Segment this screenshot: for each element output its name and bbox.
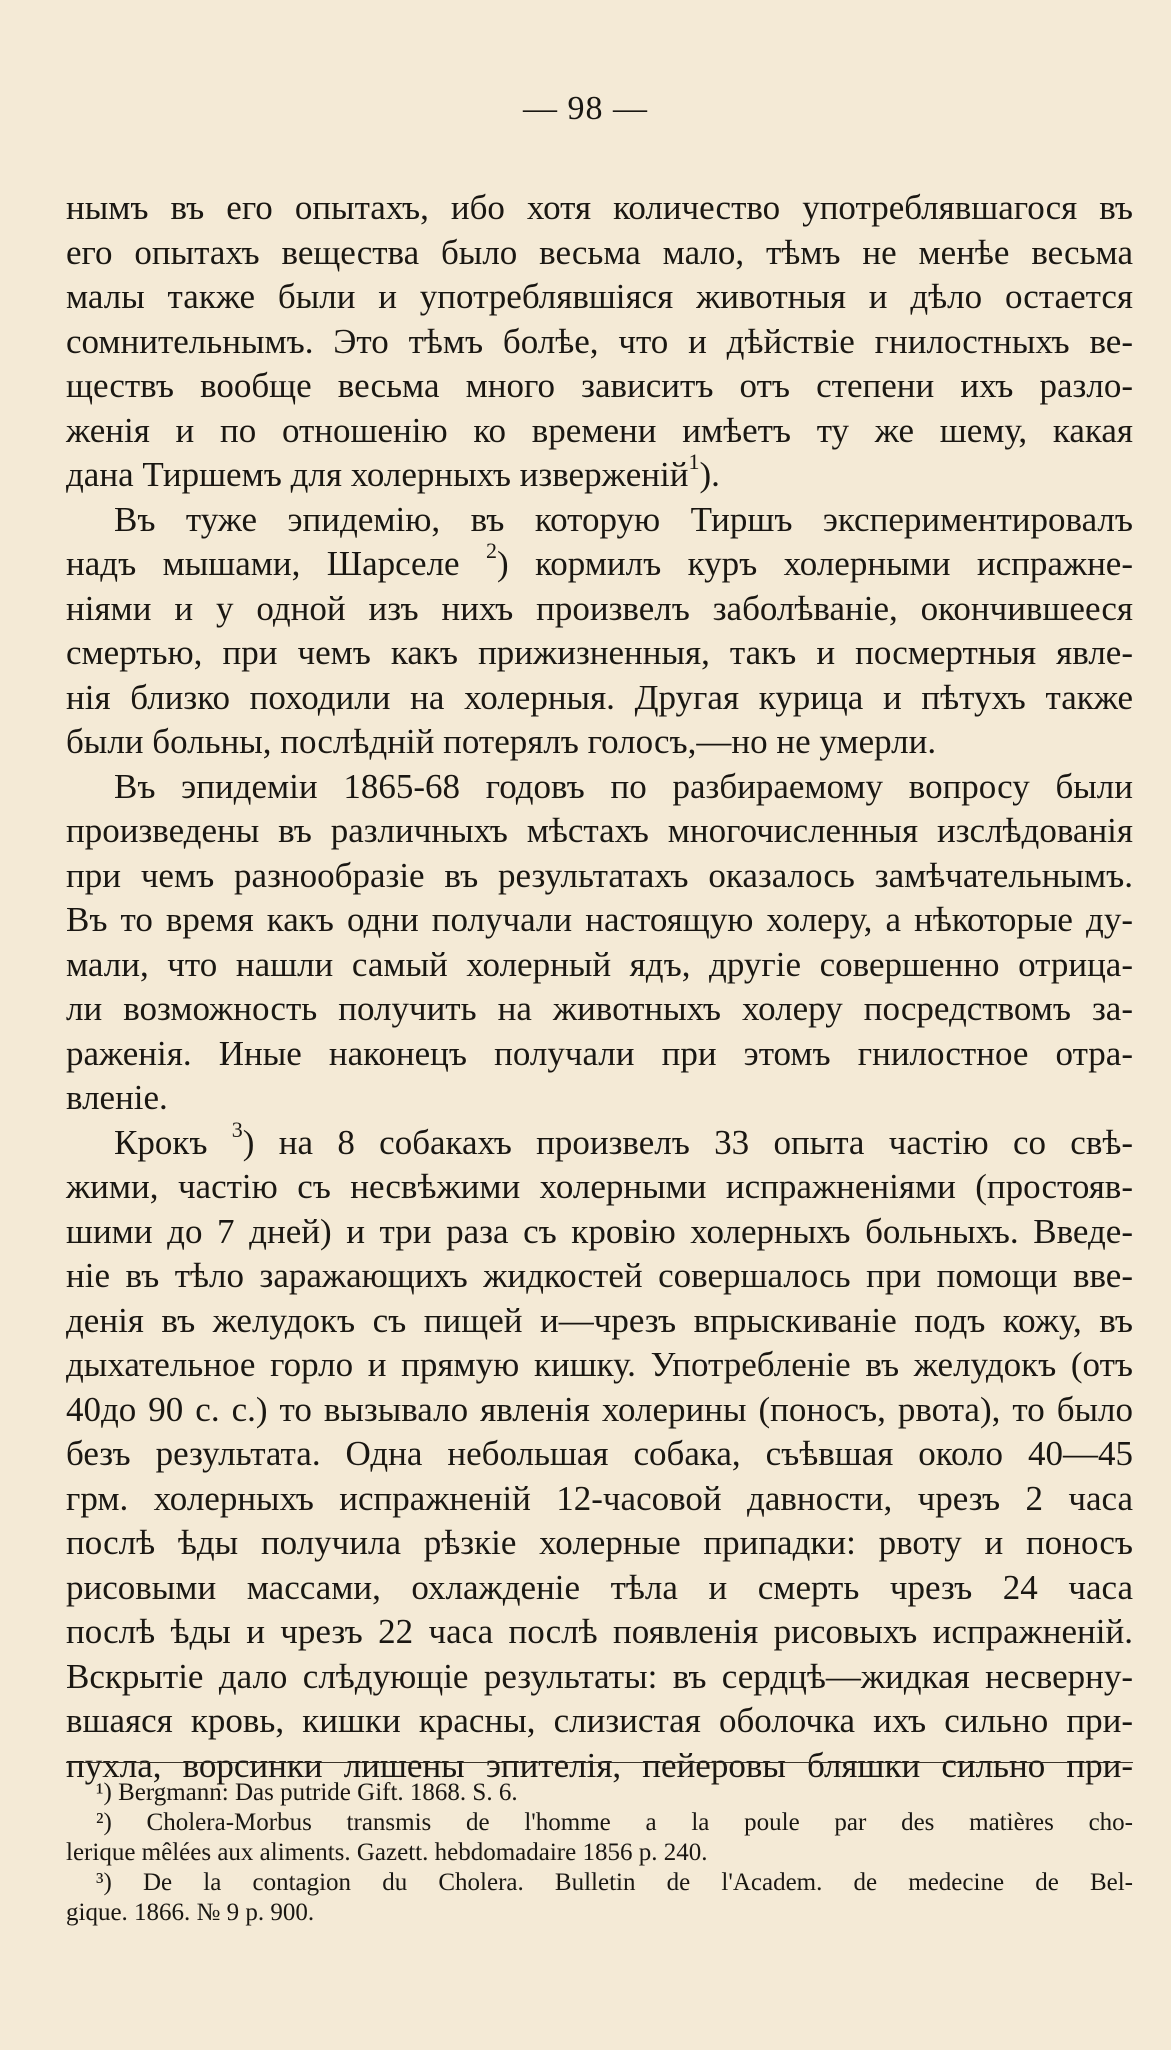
- text-fragment: дана Тиршемъ для холерныхъ извержeній: [66, 455, 689, 494]
- text-line: раженія. Иные наконецъ получали при этомъ гнилостное отра-: [66, 1033, 1133, 1073]
- footnote-divider: [66, 1762, 1133, 1763]
- text-line: произведены въ различныхъ мѣстахъ многочисленныя изслѣдованія: [66, 811, 1133, 850]
- footnote-line: lerique mêlées aux aliments. Gazett. hebdomadaire 1856 p. 240.: [66, 1839, 708, 1866]
- text-line: при чемъ разнообразіе въ результатахъ оказалось замѣчательнымъ.: [66, 855, 1133, 895]
- text-line: его опытахъ вещества было весьма мало, тѣмъ не менѣе весьма: [66, 232, 1133, 272]
- footnote-ref-3: 3: [231, 1116, 243, 1142]
- text-line: Въ эпидеміи 1865-68 годовъ по разбираемому вопросу были: [114, 766, 1133, 806]
- page-number: — 98 —: [523, 90, 648, 127]
- text-line: Въ то время какъ одни получали настоящую холеру, а нѣкоторые ду-: [66, 900, 1133, 939]
- text-fragment: кормилъ куръ холерными испражне-: [535, 544, 1134, 583]
- text-line: 40до 90 с. с.) то вызывало явленія холерины (поносъ, рвота), то было: [66, 1389, 1133, 1429]
- footnotes: [66, 1778, 1133, 1928]
- text-line: шими до 7 дней) и три раза съ кровію холерныхъ больныхъ. Введе-: [66, 1211, 1133, 1251]
- text-line: ніями и у одной изъ нихъ произвелъ заболѣваніе, окончившееся: [66, 588, 1133, 628]
- text-line: [66, 1116, 1134, 1166]
- text-line: смертью, при чемъ какъ прижизненныя, такъ и посмертныя явле-: [66, 633, 1133, 672]
- text-line: послѣ ѣды и чрезъ 22 часа послѣ появленія рисовыхъ испражненій.: [66, 1612, 1133, 1651]
- text-line: ществъ вообще весьма много зависитъ отъ степени ихъ разло-: [66, 366, 1133, 405]
- text-line: сомнительнымъ. Это тѣмъ болѣе, что и дѣйствіе гнилостныхъ ве-: [66, 321, 1133, 361]
- text-line: послѣ ѣды получила рѣзкіе холерные припадки: рвоту и поносъ: [66, 1523, 1133, 1562]
- text-line: Въ туже эпидемію, въ которую Тиршъ экспериментировалъ: [114, 499, 1133, 539]
- text-line: Вскрытіе дало слѣдующіе результаты: въ сердцѣ—жидкая несверну-: [66, 1656, 1133, 1696]
- text-line: [66, 449, 1133, 498]
- text-fragment: надъ мышами, Шарселе: [66, 544, 460, 583]
- text-line: пухла, ворсинки лишены эпителія, пейеровы бляшки сильно при-: [66, 1745, 1133, 1785]
- footnote-line: gique. 1866. № 9 p. 900.: [66, 1899, 315, 1926]
- text-line: ніе въ тѣло заражающихъ жидкостей совершалось при помощи вве-: [66, 1256, 1133, 1295]
- text-line: денія въ желудокъ съ пищей и—чрезъ впрыскиваніе подъ кожу, въ: [66, 1300, 1133, 1340]
- footnote-ref-2: 2: [486, 538, 498, 564]
- text-line: жими, частію съ несвѣжими холерными испражненіями (простояв-: [66, 1167, 1133, 1206]
- text-line: женія и по отношенію ко времени имѣетъ ту же шему, какая: [66, 410, 1133, 450]
- text-fragment: Крокъ: [114, 1122, 208, 1162]
- footnote-line: ³) De la contagion du Cholera. Bulletin de l'Academ. de medecine de Bel-: [96, 1869, 1133, 1896]
- text-line: ли возможность получить на животныхъ холеру посредствомъ за-: [66, 989, 1133, 1028]
- footnote-line: ²) Cholera-Morbus transmis de l'homme a la poule par des matières cho-: [96, 1809, 1133, 1836]
- text-line: вленіе.: [66, 1078, 168, 1117]
- footnote-ref-1: 1: [688, 449, 700, 475]
- text-line: [66, 538, 1134, 587]
- text-line: нымъ въ его опытахъ, ибо хотя количество употреблявшагося въ: [66, 188, 1133, 227]
- text-line: рисовыми массами, охлажденіе тѣла и смерть чрезъ 24 часа: [66, 1567, 1133, 1607]
- text-fragment: ).: [699, 455, 720, 494]
- footnote-line: ¹) Bergmann: Das putride Gift. 1868. S. 6.: [96, 1779, 518, 1806]
- text-line: безъ результата. Одна небольшая собака, съѣвшая около 40—45: [66, 1434, 1133, 1473]
- text-line: грм. холерныхъ испражненій 12-часовой давности, чрезъ 2 часа: [66, 1478, 1133, 1518]
- text-fragment: на 8 собакахъ произвелъ 33 опыта частію со свѣ-: [278, 1122, 1134, 1162]
- text-line: мали, что нашли самый холерный ядъ, другіе совершенно отрица-: [66, 944, 1133, 984]
- text-fragment: ): [242, 1122, 255, 1162]
- text-line: были больны, послѣдній потерялъ голосъ,—но не умерли.: [66, 722, 937, 761]
- text-line: нія близко походили на холерныя. Другая курица и пѣтухъ также: [66, 677, 1133, 717]
- text-fragment: ): [497, 544, 509, 583]
- text-line: вшаяся кровь, кишки красны, слизистая оболочка ихъ сильно при-: [66, 1701, 1133, 1740]
- body-text: [66, 186, 1133, 1788]
- text-line: малы также были и употреблявшіяся животныя и дѣло остается: [66, 277, 1133, 316]
- text-line: дыхательное горло и прямую кишку. Употребленіе въ желудокъ (отъ: [66, 1345, 1133, 1384]
